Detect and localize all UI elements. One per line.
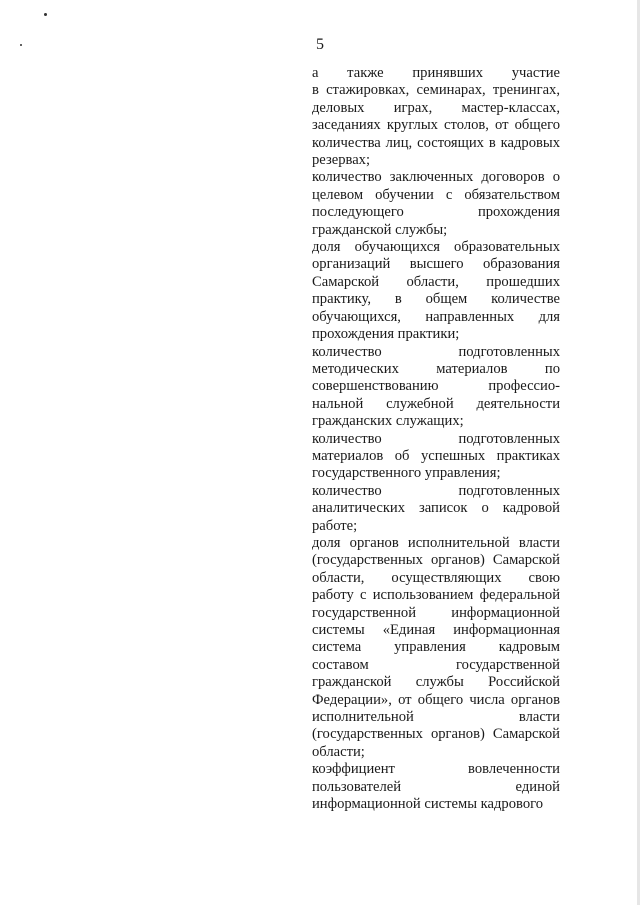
text-line: обучающихся, направленных для bbox=[312, 308, 560, 325]
text-line: информационной системы кадрового bbox=[312, 796, 544, 813]
text-line: материалов об успешных практиках bbox=[312, 447, 560, 464]
text-line: в стажировках, семинарах, тренингах, bbox=[312, 82, 560, 99]
text-line: система управления кадровым bbox=[312, 639, 560, 656]
text-line: деловых играх, мастер-классах, bbox=[312, 99, 560, 116]
text-line: гражданской службы; bbox=[312, 221, 448, 238]
paragraph bbox=[312, 535, 560, 761]
text-line: практику, в общем количестве bbox=[312, 291, 560, 308]
text-line: Самарской области, прошедших bbox=[312, 273, 560, 290]
text-line: доля органов исполнительной власти bbox=[312, 534, 560, 551]
text-line: гражданской службы Российской bbox=[312, 674, 560, 691]
text-line: организаций высшего образования bbox=[312, 256, 560, 273]
text-line: коэффициент вовлеченности bbox=[312, 761, 560, 778]
text-line: резервах; bbox=[312, 152, 371, 169]
text-line: государственного управления; bbox=[312, 465, 501, 482]
text-line: исполнительной власти bbox=[312, 709, 560, 726]
text-column bbox=[312, 65, 560, 813]
text-line: государственной информационной bbox=[312, 604, 560, 621]
text-line: количество подготовленных bbox=[312, 343, 560, 360]
text-line: аналитических записок о кадровой bbox=[312, 500, 560, 517]
paragraph bbox=[312, 65, 560, 169]
paragraph bbox=[312, 344, 560, 431]
page-number: 5 bbox=[316, 36, 324, 53]
text-line: целевом обучении с обязательством bbox=[312, 186, 560, 203]
text-line: Федерации», от общего числа органов bbox=[312, 691, 560, 708]
text-line: последующего прохождения bbox=[312, 204, 560, 221]
paragraph bbox=[312, 483, 560, 535]
text-line: количество заключенных договоров о bbox=[312, 169, 560, 186]
text-line: составом государственной bbox=[312, 656, 560, 673]
text-line: гражданских служащих; bbox=[312, 413, 464, 430]
text-line: количество подготовленных bbox=[312, 430, 560, 447]
text-line: работе; bbox=[312, 517, 358, 534]
text-line: прохождения практики; bbox=[312, 326, 460, 343]
text-line: совершенствованию профессио- bbox=[312, 378, 560, 395]
text-line: а также принявших участие bbox=[312, 65, 560, 81]
text-line: заседаниях круглых столов, от общего bbox=[312, 117, 560, 134]
text-line: работу с использованием федеральной bbox=[312, 587, 560, 604]
text-line: системы «Единая информационная bbox=[312, 622, 560, 638]
scan-speck bbox=[20, 44, 22, 46]
paragraph bbox=[312, 169, 560, 239]
text-line: методических материалов по bbox=[312, 360, 560, 377]
paragraph bbox=[312, 761, 560, 813]
text-line: пользователей единой bbox=[312, 778, 560, 795]
paragraph bbox=[312, 239, 560, 343]
text-line: количества лиц, состоящих в кадровых bbox=[312, 134, 560, 151]
text-line: области, осуществляющих свою bbox=[312, 569, 560, 586]
text-line: доля обучающихся образовательных bbox=[312, 239, 560, 256]
scan-speck bbox=[44, 13, 47, 16]
text-line: области; bbox=[312, 743, 365, 760]
text-line: (государственных органов) Самарской bbox=[312, 726, 560, 743]
text-line: нальной служебной деятельности bbox=[312, 395, 560, 412]
text-line: (государственных органов) Самарской bbox=[312, 552, 560, 569]
paragraph bbox=[312, 431, 560, 483]
text-line: количество подготовленных bbox=[312, 482, 560, 499]
